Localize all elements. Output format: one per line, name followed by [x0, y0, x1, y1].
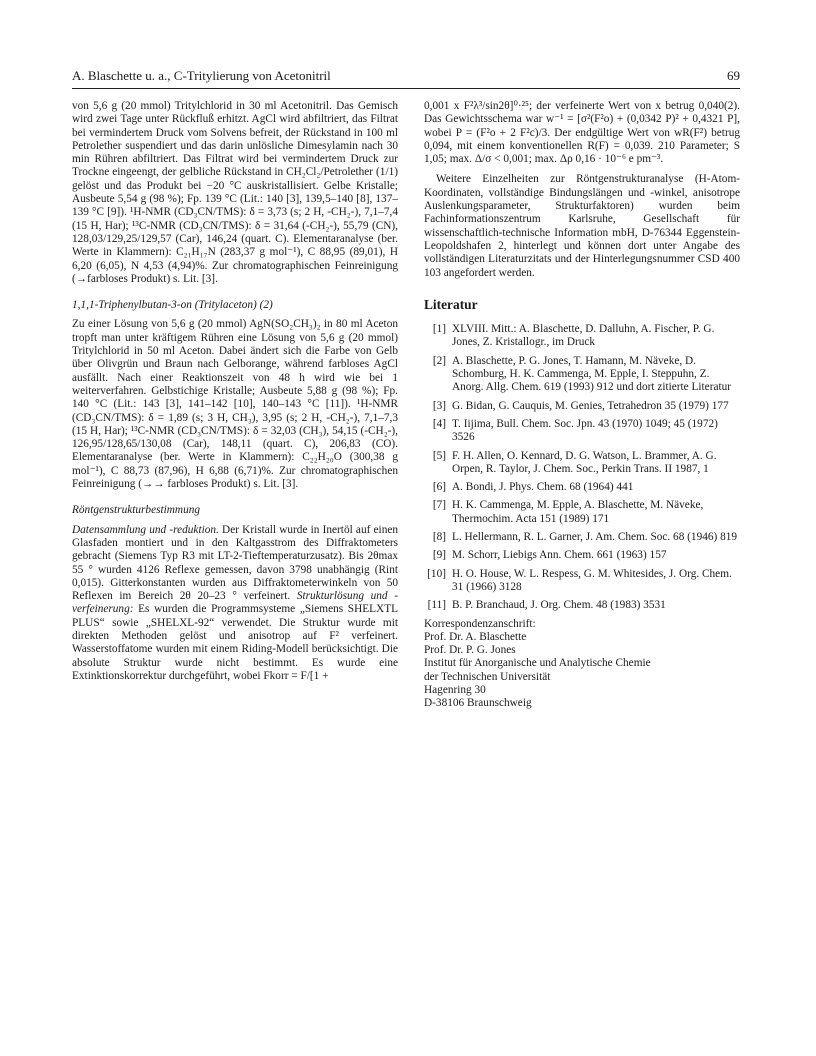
- reference-item: [424, 499, 740, 526]
- right-column: [424, 100, 740, 711]
- reference-item: [424, 450, 740, 477]
- address-line: der Technischen Universität: [424, 670, 551, 683]
- reference-text: H. O. House, W. L. Respess, G. M. Whitesides, J. Org. Chem. 31 (1966) 3128: [452, 567, 732, 593]
- left-column: [72, 100, 398, 683]
- reference-text: M. Schorr, Liebigs Ann. Chem. 661 (1963) 157: [452, 549, 667, 562]
- reference-number: [1]: [432, 323, 446, 336]
- address-line: Institut für Anorganische und Analytische Chemie: [424, 657, 651, 670]
- refinement-paragraph: 0,001 x F²λ³/sin2θ]⁰·²⁵; der verfeinerte Wert von x betrug 0,040(2). Das Gewichtsschema war w⁻¹ = [σ²(F²o) + (0,0342 P)² + 0,4321 P], wobei P = (F²o + 2 F²c)/3. Der endgültige Wert von wR(F²) betrug 0,094, mit einem konventionellen R(F) = 0,039. 210 Parameter; S 1,05; max. Δ/σ < 0,001; max. Δρ 0,16 · 10⁻⁶ e pm⁻³.: [424, 100, 740, 166]
- address-line: D-38106 Braunschweig: [424, 697, 532, 710]
- reference-text: L. Hellermann, R. L. Garner, J. Am. Chem. Soc. 68 (1946) 819: [452, 531, 738, 544]
- reference-list: [424, 323, 740, 612]
- page-number: 69: [727, 68, 740, 83]
- xray-text-b: Es wurden die Programmsysteme „Siemens SHELXTL PLUS“ sowie „SHELXL-92“ verwendet. Die Struktur wurde mit direkten Methoden gelöst und anisotrop auf F² verfeinert. Wasserstoffatome wurden mit einem Riding-Modell berücksichtigt. Die absolute Struktur wurde nicht bestimmt. Es wurde eine Extinktionskorrektur durchgeführt, wobei Fkorr = F/[1 +: [72, 603, 398, 682]
- correspondence-heading: Korrespondenzanschrift:: [424, 617, 536, 630]
- deposit-paragraph: Weitere Einzelheiten zur Röntgenstrukturanalyse (H-Atom-Koordinaten, vollständige Bindungslängen und -winkel, anisotrope Auslenkungsparameter, Strukturfaktoren) wurden beim Fachinformationszentrum Karlsruhe, Gesellschaft für wissenschaftlich-technische Information mbH, D-76344 Eggenstein-Leopoldshafen 2, hinterlegt und können dort unter Angabe des vollständigen Literaturzitats und der Hinterlegungsnummer CSD 400 103 angefordert werden.: [424, 173, 740, 279]
- reference-number: [2]: [432, 354, 446, 367]
- section-heading-roentgen: Röntgenstrukturbestimmung: [72, 504, 201, 517]
- reference-text: A. Blaschette, P. G. Jones, T. Hamann, M. Näveke, D. Schomburg, H. K. Cammenga, M. Epple, I. Steppuhn, Z. Anorg. Allg. Chem. 619 (1993) 912 und dort zitierte Literatur: [452, 354, 732, 394]
- reference-item: [424, 323, 740, 350]
- address-line: Hagenring 30: [424, 683, 486, 696]
- reference-number: [10]: [427, 567, 446, 580]
- reference-item: [424, 568, 740, 595]
- address-line: Prof. Dr. A. Blaschette: [424, 630, 527, 643]
- reference-text: XLVIII. Mitt.: A. Blaschette, D. Dalluhn, A. Fischer, P. G. Jones, Z. Kristallogr., im Druck: [452, 323, 715, 349]
- reference-text: F. H. Allen, O. Kennard, D. G. Watson, L. Brammer, A. G. Orpen, R. Taylor, J. Chem. Soc., Perkin Trans. II 1987, 1: [452, 449, 717, 475]
- correspondence-address: [424, 631, 740, 711]
- reference-text: G. Bidan, G. Cauquis, M. Genies, Tetrahedron 35 (1979) 177: [452, 399, 729, 412]
- synthesis-1-paragraph: von 5,6 g (20 mmol) Tritylchlorid in 30 ml Acetonitril. Das Gemisch wird zwei Tage unter Rückfluß erhitzt. AgCl wird abfiltriert, das Filtrat bei vermindertem Druck vom Solvens befreit, der Rückstand in 100 ml Petrolether suspendiert und das darin unlösliche Dimesylamin nach 30 min Rühren abfiltriert. Das Filtrat wird bei vermindertem Druck zur Trockne eingeengt, der gelbliche Rückstand in CH₂Cl₂/Petrolether (1/1) gelöst und das Produkt bei −20 °C auskristallisiert. Gelbe Kristalle; Ausbeute 5,54 g (98 %); Fp. 139 °C (Lit.: 140 [3], 139,5–140 [8], 137–139 °C [9]). ¹H-NMR (CD₃CN/TMS): δ = 3,73 (s; 2 H, -CH₂-), 7,1–7,4 (15 H, Har); ¹³C-NMR (CD₃CN/TMS): δ = 31,64 (-CH₂-), 55,79 (CN), 128,03/129,25/129,57 (Car), 146,24 (quart. C). Elementaranalyse (ber. Werte in Klammern): C₂₁H₁₇N (283,37 g mol⁻¹), C 88,95 (89,01), H 6,20 (6,05), N 4,53 (4,94)%. Zur chromatographischen Feinreinigung (→farbloses Produkt) s. Lit. [3].: [72, 100, 398, 285]
- xray-lead-datensammlung: Datensammlung und -reduktion.: [72, 523, 219, 536]
- reference-text: H. K. Cammenga, M. Epple, A. Blaschette, M. Näveke, Thermochim. Acta 151 (1989) 171: [452, 499, 704, 525]
- running-title: A. Blaschette u. a., C-Tritylierung von Acetonitril: [72, 68, 331, 83]
- reference-number: [5]: [432, 449, 446, 462]
- reference-item: [424, 531, 740, 544]
- reference-item: [424, 418, 740, 445]
- reference-number: [7]: [432, 499, 446, 512]
- running-header: [72, 66, 740, 86]
- reference-text: B. P. Branchaud, J. Org. Chem. 48 (1983) 3531: [452, 599, 666, 612]
- xray-text-a: Der Kristall wurde in Inertöl auf einen Glasfaden montiert und in den Kaltgasstrom des Diffraktometers gebracht (Siemens Typ R3 mit LT-2-Tieftemperaturzusatz). Bis 2θmax 55 ° wurden 4126 Reflexe gemessen, davon 3798 unabhängig (Rint 0,015). Gitterkonstanten wurden aus Diffraktometerwinkeln von 50 Reflexen im Bereich 2θ 20–23 ° verfeinert.: [72, 523, 399, 603]
- section-heading-tritylaceton: 1,1,1-Triphenylbutan-3-on (Tritylaceton) (2): [72, 299, 273, 312]
- reference-item: [424, 481, 740, 494]
- reference-number: [4]: [432, 417, 446, 430]
- literature-heading: Literatur: [424, 296, 478, 312]
- reference-text: A. Bondi, J. Phys. Chem. 68 (1964) 441: [452, 481, 634, 494]
- reference-item: [424, 599, 740, 612]
- reference-text: T. Iijima, Bull. Chem. Soc. Jpn. 43 (1970) 1049; 45 (1972) 3526: [452, 417, 718, 444]
- reference-number: [8]: [432, 531, 446, 544]
- reference-item: [424, 549, 740, 562]
- reference-number: [3]: [432, 399, 446, 412]
- reference-number: [11]: [427, 599, 446, 612]
- address-line: Prof. Dr. P. G. Jones: [424, 644, 516, 657]
- synthesis-2-paragraph: Zu einer Lösung von 5,6 g (20 mmol) AgN(SO₂CH₃)₂ in 80 ml Aceton tropft man unter kräftigem Rühren eine Lösung von 5,6 g (20 mmol) Tritylchlorid in 50 ml Aceton. Dabei ändert sich die Farbe von Gelb über Olivgrün und Braun nach Gelborange, während farbloses AgCl ausfällt. Nach einer Reaktionszeit von 48 h wird wie bei 1 weiterverfahren. Gelbstichige Kristalle; Ausbeute 5,88 g (98 %); Fp. 140 °C (Lit.: 143 [3], 141–142 [10], 140–143 °C [11]). ¹H-NMR (CD₃CN/TMS): δ = 1,89 (s; 3 H, CH₃), 3,95 (s; 2 H, -CH₂-), 7,1–7,3 (15 H, Har); ¹³C-NMR (CD₃CN/TMS): δ = 32,03 (CH₃), 54,15 (-CH₂-), 126,95/128,65/130,08 (Car), 148,11 (quart. C), 206,83 (CO). Elementaranalyse (ber. Werte in Klammern): C₂₂H₂₀O (300,38 g mol⁻¹), C 88,73 (87,96), H 6,88 (6,71)%. Zur chromatographischen Feinreinigung (→→ farbloses Produkt) s. Lit. [3].: [72, 318, 398, 491]
- reference-item: [424, 400, 740, 413]
- reference-number: [6]: [432, 481, 446, 494]
- xray-paragraph: [72, 524, 398, 684]
- xray-lead-strukturloesung: Strukturlösung und -verfeinerung:: [72, 590, 398, 616]
- reference-item: [424, 355, 740, 395]
- reference-number: [9]: [432, 549, 446, 562]
- header-rule: [72, 88, 740, 89]
